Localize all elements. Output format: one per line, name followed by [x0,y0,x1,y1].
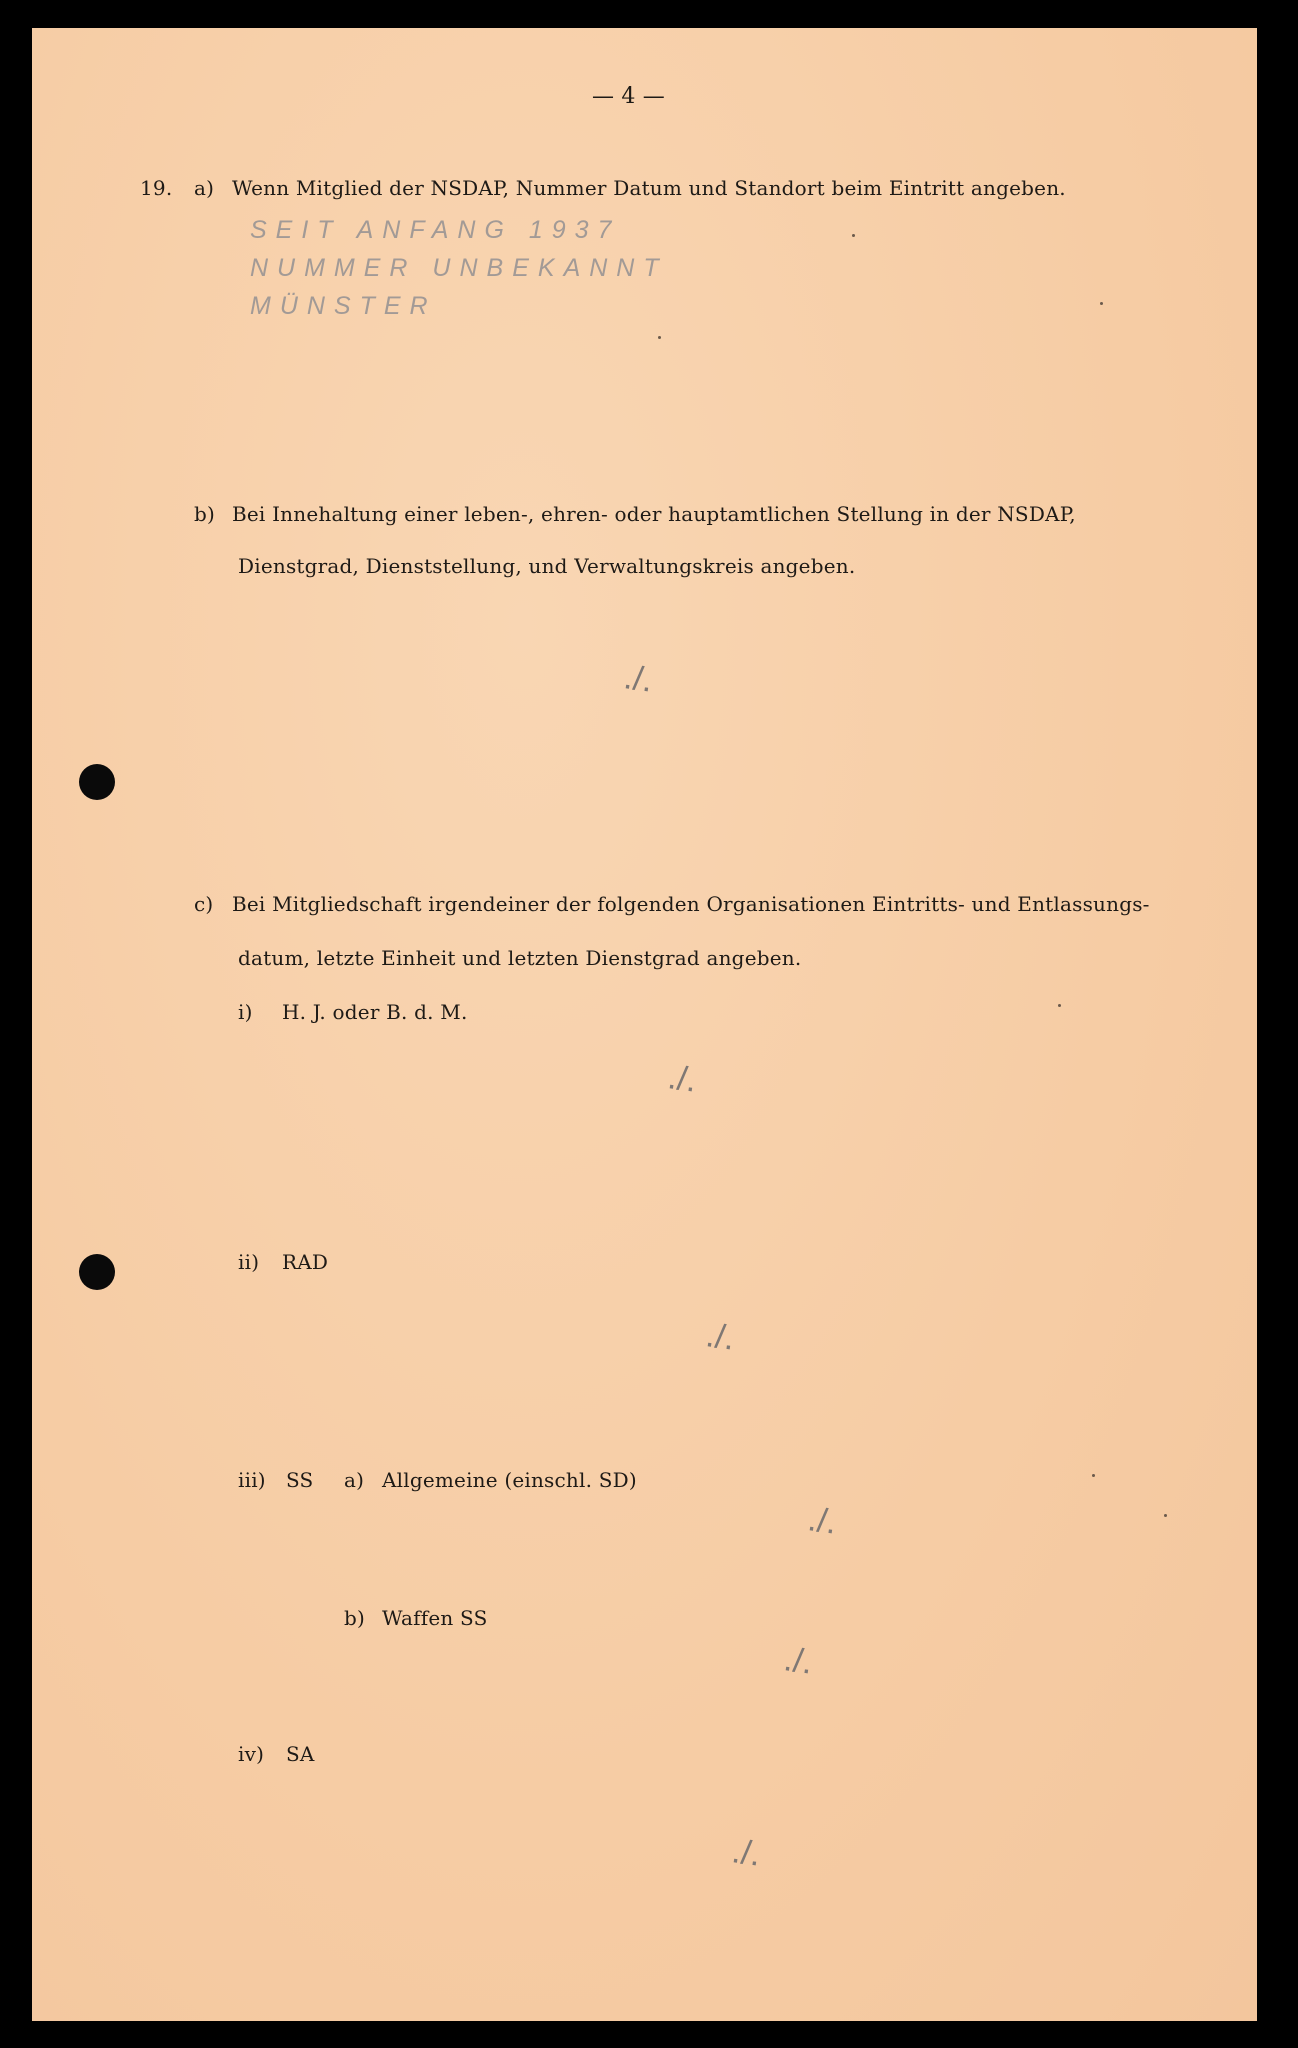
item-i-text: H. J. oder B. d. M. [282,1000,468,1024]
handwritten-answer-line-1: SEIT ANFANG 1937 [250,216,621,244]
question-b-line-2: Dienstgrad, Dienststellung, und Verwaltungskreis angeben. [238,554,856,578]
punch-hole-top [79,764,115,800]
item-iii-a-label: a) [344,1468,365,1492]
paper-speck [1092,1474,1095,1477]
answer-mark-i: ./. [665,1058,699,1100]
question-c-line-1: Bei Mitgliedschaft irgendeiner der folgenden Organisationen Eintritts- und Entlassungs- [232,892,1150,916]
punch-hole-bottom [79,1254,115,1290]
page-number: — 4 — [592,84,665,109]
item-iii-b-text: Waffen SS [382,1606,488,1630]
handwritten-answer-line-3: MÜNSTER [250,292,437,320]
paper-speck [1058,1004,1061,1007]
item-iii-a-text: Allgemeine (einschl. SD) [382,1468,637,1492]
question-number: 19. [140,176,173,200]
question-c-label: c) [194,892,214,916]
item-ii-label: ii) [238,1250,260,1274]
item-iii-b-label: b) [344,1606,366,1630]
paper-speck [1100,302,1103,305]
question-a-text: Wenn Mitglied der NSDAP, Nummer Datum und Standort beim Eintritt angeben. [232,176,1066,200]
answer-mark-iii-b: ./. [781,1640,815,1682]
question-b-label: b) [194,502,216,526]
paper-speck [1164,1514,1167,1517]
question-c-line-2: datum, letzte Einheit und letzten Dienstgrad angeben. [238,946,802,970]
item-ii-text: RAD [282,1250,329,1274]
item-iv-label: iv) [238,1742,265,1766]
item-iv-text: SA [286,1742,315,1766]
answer-mark-ii: ./. [703,1316,737,1358]
handwritten-answer-line-2: NUMMER UNBEKANNT [250,254,668,282]
answer-mark-iii-a: ./. [805,1500,839,1542]
answer-mark-iv: ./. [729,1832,763,1874]
answer-mark-b: ./. [621,658,655,700]
item-i-label: i) [238,1000,253,1024]
paper-speck [852,234,855,237]
item-iii-label: iii) [238,1468,266,1492]
question-b-line-1: Bei Innehaltung einer leben-, ehren- oder hauptamtlichen Stellung in der NSDAP, [232,502,1076,526]
item-iii-text: SS [286,1468,314,1492]
document-page [32,28,1257,2021]
paper-speck [658,336,661,339]
question-a-label: a) [194,176,215,200]
